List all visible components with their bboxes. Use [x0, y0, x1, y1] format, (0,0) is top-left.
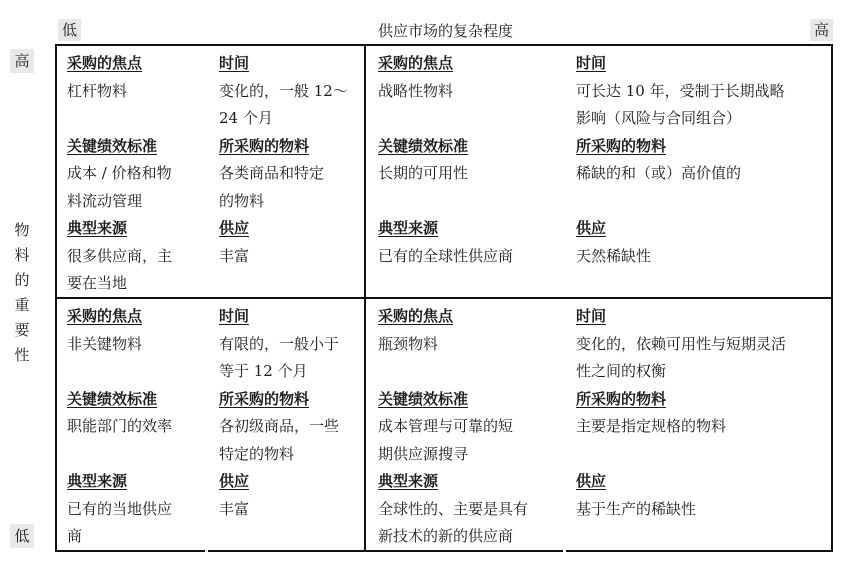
cell-text: 丰富 — [219, 499, 250, 518]
cell-text: 瓶颈物料 — [378, 334, 439, 353]
section-heading: 所采购的物料 — [576, 136, 667, 155]
top-axis-low-label: 低 — [58, 19, 81, 41]
cell-text: 特定的物料 — [219, 444, 295, 463]
section-heading: 典型来源 — [67, 219, 128, 237]
section-heading: 采购的焦点 — [67, 307, 143, 325]
cell-text: 非关键物料 — [67, 334, 143, 353]
section-heading: 时间 — [219, 307, 250, 325]
cell-text — [378, 105, 513, 133]
left-axis-title-char: 重 — [14, 296, 30, 314]
cell-text: 可长达 10 年，受制于长期战略 — [576, 81, 785, 100]
section-heading: 关键绩效标准 — [67, 136, 158, 155]
left-axis-title-char: 物 — [14, 221, 30, 239]
cell-text: 成本管理与可靠的短 — [378, 417, 514, 435]
cell-text: 主要是指定规格的物料 — [576, 417, 727, 435]
top-axis — [58, 18, 833, 42]
top-axis-title: 供应市场的复杂程度 — [377, 21, 513, 40]
left-axis-title-char: 性 — [14, 346, 30, 364]
cell-text — [378, 270, 513, 298]
cell-text: 各初级商品，一些 — [219, 417, 340, 435]
left-axis-low-label: 低 — [10, 524, 34, 548]
cell-text — [576, 188, 785, 216]
section-heading: 采购的焦点 — [378, 307, 454, 325]
left-axis-high-label: 高 — [10, 49, 34, 73]
cell-text: 基于生产的稀缺性 — [576, 499, 697, 518]
quadrant-left-column — [378, 50, 513, 298]
quadrant-right-column — [219, 50, 348, 298]
cell-text — [67, 441, 172, 469]
cell-text — [576, 441, 786, 469]
section-heading: 典型来源 — [378, 472, 439, 490]
section-heading: 供应 — [219, 472, 250, 490]
top-axis-high-label: 高 — [810, 19, 833, 41]
cell-text: 等于 12 个月 — [219, 362, 308, 380]
cell-text — [219, 523, 339, 551]
section-heading: 关键绩效标准 — [378, 389, 469, 408]
left-axis-title-char: 料 — [14, 246, 30, 264]
cell-text — [378, 358, 528, 386]
section-heading: 时间 — [219, 54, 250, 72]
left-axis-title-char: 的 — [14, 271, 30, 289]
cell-text: 新技术的新的供应商 — [378, 527, 514, 545]
cell-text: 成本 / 价格和物 — [67, 164, 172, 182]
cell-text: 变化的，依赖可用性与短期灵活 — [576, 334, 787, 353]
cell-text: 变化的，一般 12～ — [219, 81, 348, 100]
section-heading: 关键绩效标准 — [67, 389, 158, 408]
cell-text: 性之间的权衡 — [576, 362, 667, 380]
cell-text: 的物料 — [219, 191, 265, 210]
cell-text: 天然稀缺性 — [576, 246, 652, 265]
left-axis-title — [10, 218, 34, 368]
cell-text — [67, 105, 172, 133]
quadrant-left-column — [378, 303, 528, 551]
cell-text: 要在当地 — [67, 274, 128, 292]
section-heading: 采购的焦点 — [378, 54, 454, 72]
cell-text: 商 — [67, 527, 83, 545]
section-heading: 所采购的物料 — [219, 389, 310, 408]
cell-text: 24 个月 — [219, 109, 273, 127]
left-axis-title-char: 要 — [14, 321, 30, 339]
cell-text: 杠杆物料 — [67, 81, 128, 100]
cell-text — [576, 270, 785, 298]
cell-text — [576, 523, 786, 551]
cell-text: 期供应源搜寻 — [378, 444, 469, 463]
cell-text: 已有的当地供应 — [67, 499, 173, 518]
section-heading: 供应 — [576, 472, 607, 490]
cell-text: 职能部门的效率 — [67, 417, 173, 435]
cell-text: 各类商品和特定 — [219, 164, 325, 182]
cell-text — [378, 188, 513, 216]
section-heading: 供应 — [576, 219, 607, 237]
quadrant-left-column — [67, 303, 172, 551]
section-heading: 时间 — [576, 307, 607, 325]
cell-text: 稀缺的和（或）高价值的 — [576, 164, 742, 182]
section-heading: 采购的焦点 — [67, 54, 143, 72]
quadrant-right-column — [219, 303, 339, 551]
section-heading: 典型来源 — [67, 472, 128, 490]
cell-text — [67, 358, 172, 386]
cell-text: 战略性物料 — [378, 81, 454, 100]
section-heading: 所采购的物料 — [219, 136, 310, 155]
section-heading: 所采购的物料 — [576, 389, 667, 408]
cell-text — [219, 270, 348, 298]
section-heading: 典型来源 — [378, 219, 439, 237]
cell-text: 影响（风险与合同组合） — [576, 109, 742, 127]
border-gap — [563, 550, 566, 552]
quadrant-right-column — [576, 303, 786, 551]
section-heading: 时间 — [576, 54, 607, 72]
border-gap — [205, 550, 208, 552]
quadrant-right-column — [576, 50, 785, 298]
cell-text: 料流动管理 — [67, 191, 143, 210]
matrix-grid — [55, 44, 833, 552]
cell-text: 有限的，一般小于 — [219, 334, 340, 353]
section-heading: 供应 — [219, 219, 250, 237]
cell-text: 长期的可用性 — [378, 164, 469, 182]
section-heading: 关键绩效标准 — [378, 136, 469, 155]
quadrant-left-column — [67, 50, 172, 298]
cell-text: 已有的全球性供应商 — [378, 246, 514, 265]
cell-text: 很多供应商，主 — [67, 246, 173, 265]
cell-text: 丰富 — [219, 246, 250, 265]
cell-text: 全球性的、主要是具有 — [378, 499, 529, 518]
